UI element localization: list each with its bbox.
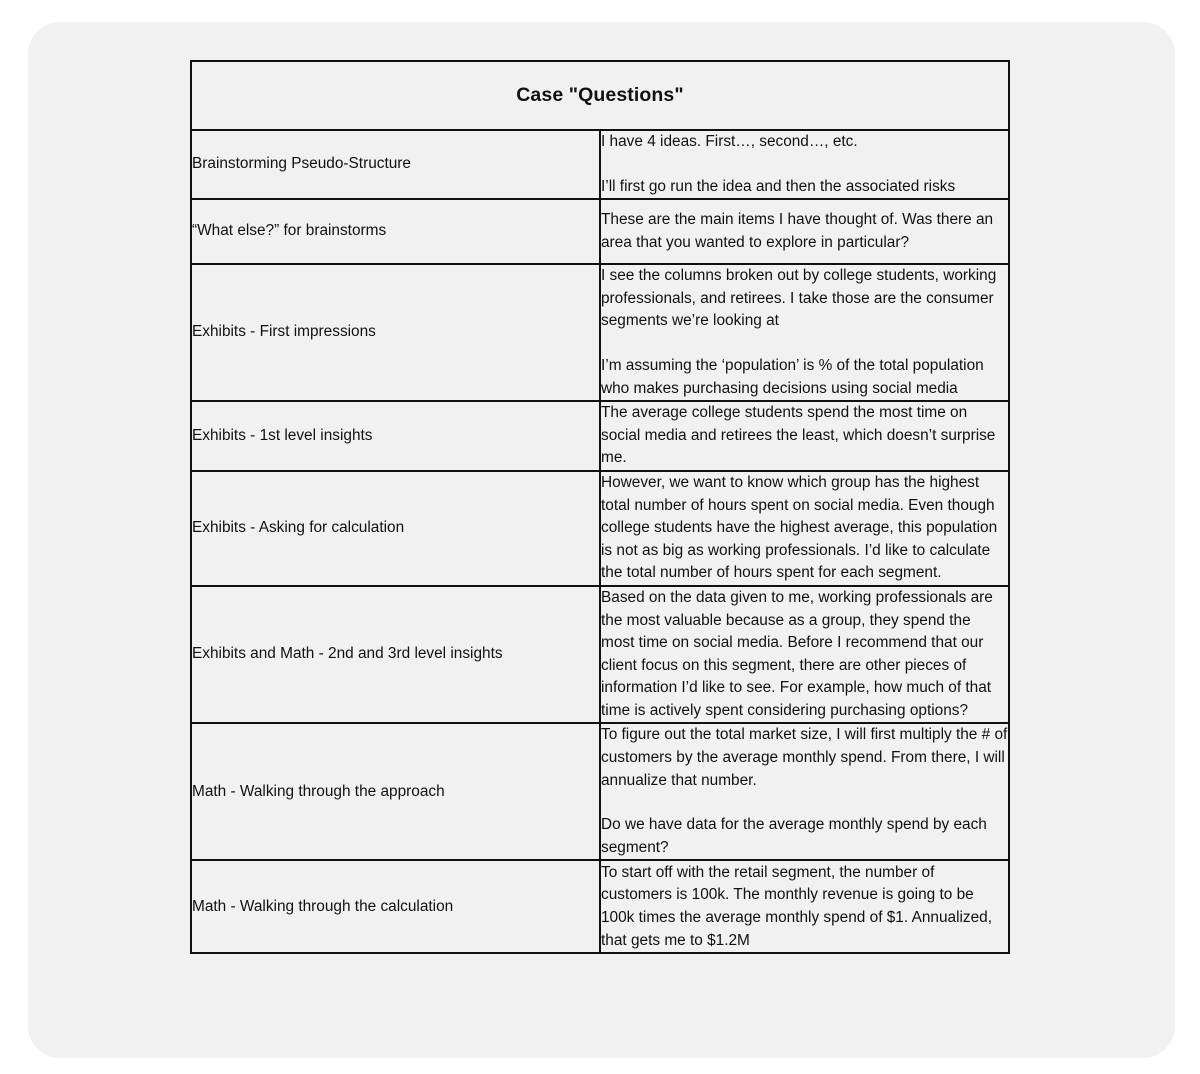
row-answer-paragraph: To figure out the total market size, I will first multiply the # of customers by the average monthly spend. From there, I will annualize that number. xyxy=(601,726,1008,789)
row-answer-cell xyxy=(600,471,1009,586)
row-answer-paragraph: To start off with the retail segment, the number of customers is 100k. The monthly revenue is going to be 100k times the average monthly spend of $1. Annualized, that gets me to $1.2M xyxy=(601,863,993,949)
row-category-label: “What else?” for brainstorms xyxy=(192,222,387,240)
table-title-row xyxy=(191,61,1009,130)
table-row xyxy=(191,723,1009,860)
case-questions-table xyxy=(190,60,1010,954)
row-answer-paragraph: These are the main items I have thought of. Was there an area that you wanted to explore in particular? xyxy=(601,211,994,251)
row-category-label: Math - Walking through the calculation xyxy=(192,897,454,915)
row-answer-paragraph: The average college students spend the most time on social media and retirees the least, which doesn’t surprise me. xyxy=(601,404,996,467)
row-category-cell xyxy=(191,586,600,724)
table-title-cell xyxy=(191,61,1009,130)
row-answer-cell xyxy=(600,586,1009,724)
row-answer-cell xyxy=(600,130,1009,199)
questions-table-wrapper xyxy=(190,60,1010,954)
row-answer-cell xyxy=(600,401,1009,471)
row-category-cell xyxy=(191,860,600,953)
row-answer-paragraph: Do we have data for the average monthly spend by each segment? xyxy=(601,816,987,856)
row-category-cell xyxy=(191,130,600,199)
table-row xyxy=(191,860,1009,953)
page-title: Case "Questions" xyxy=(516,84,684,106)
row-answer-cell xyxy=(600,860,1009,953)
row-category-label: Exhibits and Math - 2nd and 3rd level insights xyxy=(192,645,503,663)
row-category-label: Brainstorming Pseudo-Structure xyxy=(192,155,411,173)
content-card xyxy=(28,22,1175,1058)
row-category-cell xyxy=(191,471,600,586)
row-category-label: Exhibits - Asking for calculation xyxy=(192,519,405,537)
table-row xyxy=(191,199,1009,264)
row-category-label: Math - Walking through the approach xyxy=(192,782,445,800)
row-category-label: Exhibits - First impressions xyxy=(192,323,376,341)
row-answer-paragraph: Based on the data given to me, working professionals are the most valuable because as a group, they spend the most time on social media. Before I recommend that our client focus on this segment, there are other pieces of information I’d like to see. For example, how much of that time is actively spent considering purchasing options? xyxy=(601,588,993,719)
row-answer-paragraph: I have 4 ideas. First…, second…, etc. xyxy=(601,133,858,150)
row-category-label: Exhibits - 1st level insights xyxy=(192,426,373,444)
row-answer-paragraph: I’ll first go run the idea and then the associated risks xyxy=(601,177,956,195)
row-answer-paragraph: I see the columns broken out by college students, working professionals, and retirees. I take those are the consumer segments we’re looking at xyxy=(601,267,997,330)
row-answer-cell xyxy=(600,199,1009,264)
row-answer-cell xyxy=(600,723,1009,860)
row-answer-cell xyxy=(600,264,1009,401)
table-row xyxy=(191,401,1009,471)
table-body xyxy=(191,61,1009,953)
table-row xyxy=(191,586,1009,724)
row-category-cell xyxy=(191,264,600,401)
row-answer-paragraph: However, we want to know which group has the highest total number of hours spent on social media. Even though college students have the highest average, this population is not as big as working professionals. I’d like to calculate the total number of hours spent for each segment. xyxy=(601,473,998,582)
table-row xyxy=(191,130,1009,199)
row-category-cell xyxy=(191,401,600,471)
row-answer-paragraph: I’m assuming the ‘population’ is % of the total population who makes purchasing decisions using social media xyxy=(601,356,984,397)
table-row xyxy=(191,471,1009,586)
row-category-cell xyxy=(191,723,600,860)
table-row xyxy=(191,264,1009,401)
row-category-cell xyxy=(191,199,600,264)
